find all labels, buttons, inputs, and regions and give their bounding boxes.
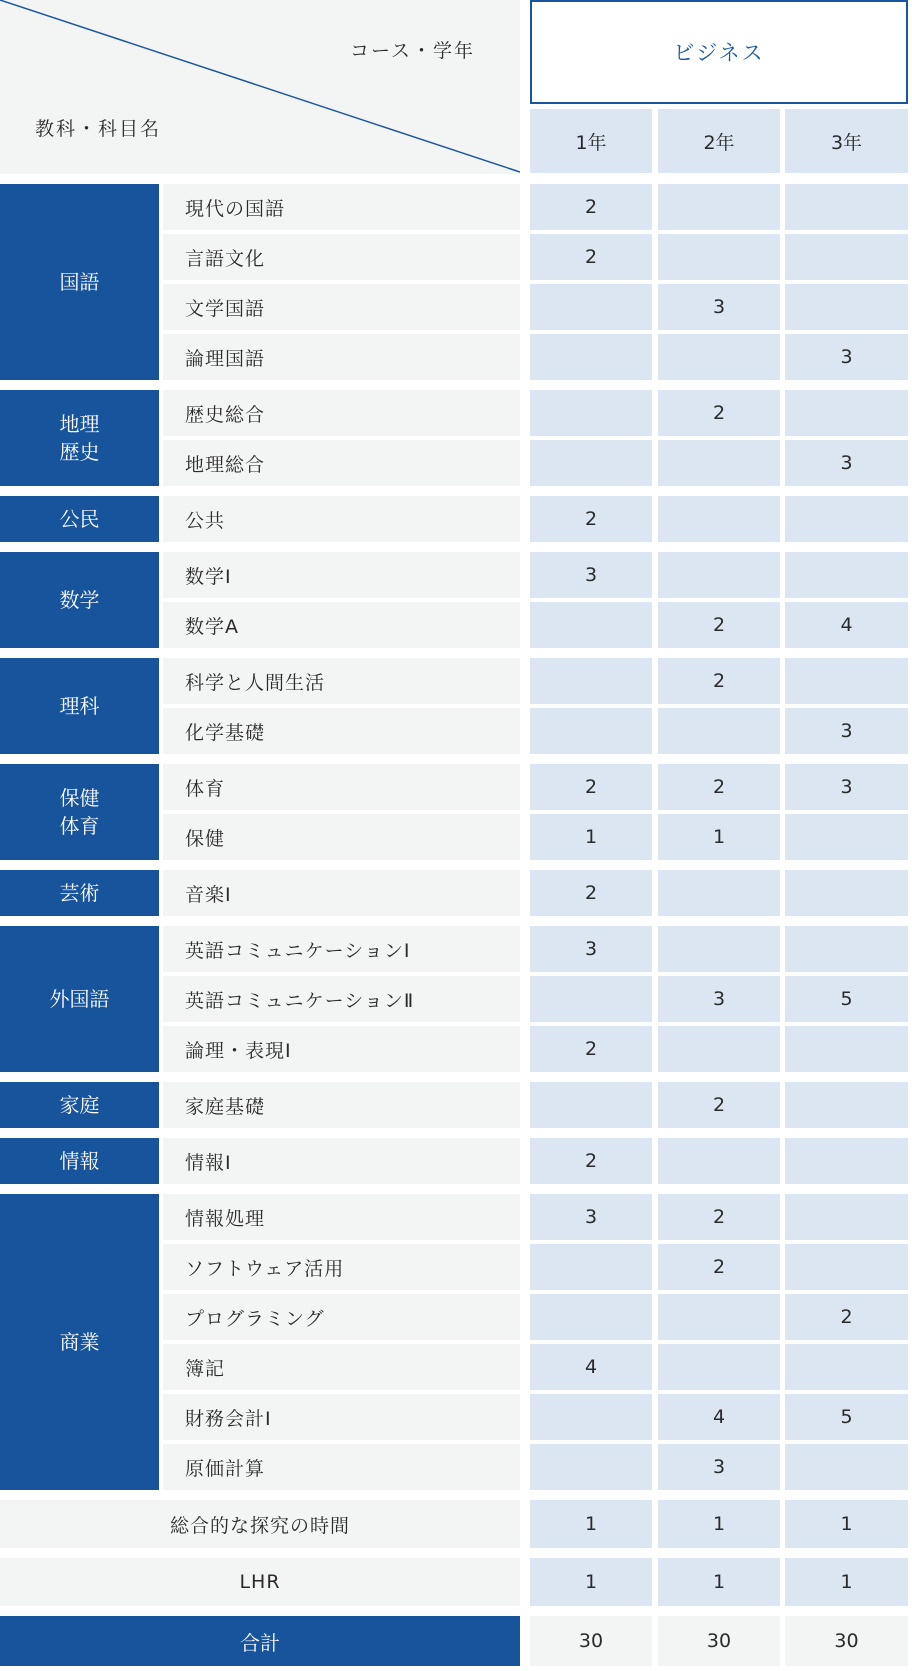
credit-cell: 2 [785,1294,908,1340]
subject-name: ソフトウェア活用 [163,1244,520,1290]
credit-cell [785,1082,908,1128]
credit-cell [658,552,780,598]
header-corner [0,0,520,174]
subject-name: 論理国語 [163,334,520,380]
diagonal-divider [0,0,520,174]
grade-header: 1年 [530,109,652,173]
credit-cell [530,440,652,486]
credit-cell: 2 [658,390,780,436]
credit-cell: 3 [785,764,908,810]
credit-cell [530,708,652,754]
subject-name: 科学と人間生活 [163,658,520,704]
subject-name: 英語コミュニケーションⅠ [163,926,520,972]
subject-name: 英語コミュニケーションⅡ [163,976,520,1022]
category-label: 外国語 [0,926,159,1072]
category-label: 国語 [0,184,159,380]
credit-cell [785,1026,908,1072]
subject-name: 保健 [163,814,520,860]
credit-cell: 2 [658,658,780,704]
subject-name: 情報Ⅰ [163,1138,520,1184]
credit-cell [658,1026,780,1072]
credit-cell: 2 [530,1138,652,1184]
subject-name: 簿記 [163,1344,520,1390]
credit-cell [658,496,780,542]
credit-cell [530,1444,652,1490]
credit-cell: 3 [530,552,652,598]
credit-cell: 1 [530,814,652,860]
credit-cell: 1 [658,1558,780,1606]
credit-cell [530,976,652,1022]
credit-cell [530,1082,652,1128]
category-label: 芸術 [0,870,159,916]
credit-cell: 2 [658,764,780,810]
total-cell: 30 [658,1616,780,1666]
credit-cell: 3 [658,1444,780,1490]
credit-cell: 2 [658,602,780,648]
credit-cell: 2 [530,764,652,810]
subject-name: 情報処理 [163,1194,520,1240]
credit-cell: 1 [785,1500,908,1548]
credit-cell: 1 [785,1558,908,1606]
category-label: 情報 [0,1138,159,1184]
credit-cell [785,390,908,436]
subject-name: 地理総合 [163,440,520,486]
credit-cell: 1 [530,1500,652,1548]
activity-label: LHR [0,1558,520,1606]
credit-cell: 5 [785,976,908,1022]
credit-cell: 3 [530,926,652,972]
credit-cell [658,708,780,754]
credit-cell [785,1194,908,1240]
subject-name: 現代の国語 [163,184,520,230]
credit-cell [658,440,780,486]
subject-name: 数学Ⅰ [163,552,520,598]
subject-name: 原価計算 [163,1444,520,1490]
credit-cell [658,334,780,380]
credit-cell [658,1294,780,1340]
category-label: 公民 [0,496,159,542]
subject-name: 家庭基礎 [163,1082,520,1128]
credit-cell: 1 [658,814,780,860]
subject-name: 文学国語 [163,284,520,330]
subject-name: 財務会計Ⅰ [163,1394,520,1440]
credit-cell: 3 [785,708,908,754]
subject-name: 論理・表現Ⅰ [163,1026,520,1072]
credit-cell [530,1244,652,1290]
credit-cell: 4 [785,602,908,648]
credit-cell: 2 [658,1244,780,1290]
credit-cell: 3 [785,334,908,380]
subject-name: 公共 [163,496,520,542]
credit-cell [530,390,652,436]
credit-cell [658,184,780,230]
credit-cell [530,658,652,704]
credit-cell: 4 [530,1344,652,1390]
credit-cell: 2 [658,1082,780,1128]
credit-cell: 2 [530,184,652,230]
credit-cell: 2 [530,1026,652,1072]
credit-cell [530,334,652,380]
credit-cell [785,926,908,972]
total-label: 合計 [0,1616,520,1666]
credit-cell [530,1294,652,1340]
subject-name: 体育 [163,764,520,810]
credit-cell: 2 [530,234,652,280]
credit-cell [785,284,908,330]
credit-cell: 2 [530,496,652,542]
credit-cell: 3 [658,976,780,1022]
credit-cell [785,496,908,542]
credit-cell: 4 [658,1394,780,1440]
credit-cell: 3 [530,1194,652,1240]
subject-name: 音楽Ⅰ [163,870,520,916]
credit-cell [785,658,908,704]
total-cell: 30 [785,1616,908,1666]
category-label: 地理 歴史 [0,390,159,486]
credit-cell: 3 [658,284,780,330]
credit-cell: 1 [658,1500,780,1548]
total-cell: 30 [530,1616,652,1666]
course-grade-label: コース・学年 [350,40,476,62]
subject-name-label: 教科・科目名 [35,118,162,140]
category-label: 保健 体育 [0,764,159,860]
category-label: 家庭 [0,1082,159,1128]
credit-cell [785,1444,908,1490]
credit-cell [658,1138,780,1184]
credit-cell [530,602,652,648]
subject-name: 歴史総合 [163,390,520,436]
category-label: 数学 [0,552,159,648]
credit-cell [785,552,908,598]
credit-cell: 2 [658,1194,780,1240]
subject-name: 言語文化 [163,234,520,280]
subject-name: 化学基礎 [163,708,520,754]
credit-cell [785,870,908,916]
credit-cell [530,1394,652,1440]
credit-cell [658,870,780,916]
credit-cell [785,1344,908,1390]
credit-cell [658,1344,780,1390]
credit-cell [785,1138,908,1184]
grade-header: 3年 [785,109,908,173]
category-label: 理科 [0,658,159,754]
credit-cell [785,184,908,230]
credit-cell [658,926,780,972]
credit-cell [785,234,908,280]
credit-cell [785,814,908,860]
credit-cell: 2 [530,870,652,916]
credit-cell: 5 [785,1394,908,1440]
category-label: 商業 [0,1194,159,1490]
subject-name: 数学A [163,602,520,648]
credit-cell [785,1244,908,1290]
credit-cell: 3 [785,440,908,486]
grade-header: 2年 [658,109,780,173]
subject-name: プログラミング [163,1294,520,1340]
activity-label: 総合的な探究の時間 [0,1500,520,1548]
credit-cell [530,284,652,330]
credit-cell [658,234,780,280]
course-name: ビジネス [530,0,908,104]
credit-cell: 1 [530,1558,652,1606]
